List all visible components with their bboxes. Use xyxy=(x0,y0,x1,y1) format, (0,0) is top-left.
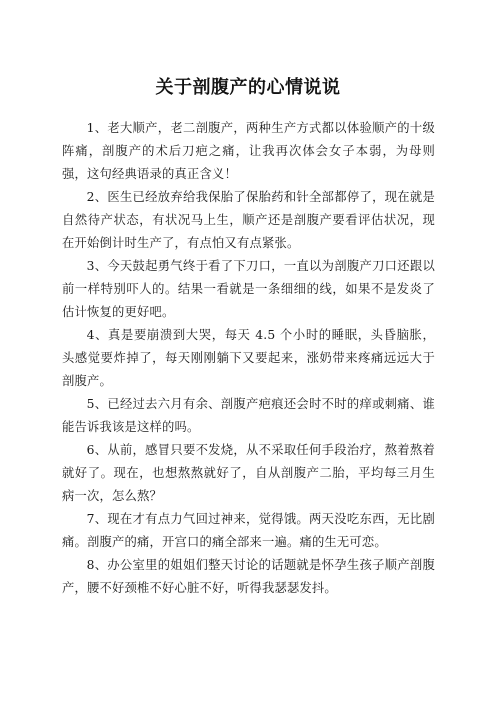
paragraph-8: 8、办公室里的姐姐们整天讨论的话题就是怀孕生孩子顺产剖腹产，腰不好颈椎不好心脏不好，听得我瑟瑟发抖。 xyxy=(62,558,435,595)
document-title: 关于剖腹产的心情说说 xyxy=(155,77,341,98)
paragraph-3: 3、今天鼓起勇气终于看了下刀口，一直以为剖腹产刀口还跟以前一样特别吓人的。结果一看就是一条细细的线，如果不是发炎了估计恢复的更好吧。 xyxy=(62,259,435,319)
paragraph-5: 5、已经过去六月有余、剖腹产疤痕还会时不时的痒或刺痛、谁能告诉我该是这样的吗。 xyxy=(62,397,435,434)
paragraph-2: 2、医生已经放弃给我保胎了保胎药和针全部都停了，现在就是自然待产状态，有状况马上生，顺产还是剖腹产要看评估状况，现在开始倒计时生产了，有点怕又有点紧张。 xyxy=(62,190,435,250)
paragraph-4: 4、真是要崩溃到大哭，每天 4.5 个小时的睡眠，头昏脑胀，头感觉要炸掉了，每天刚刚躺下又要起来，涨奶带来疼痛远远大于剖腹产。 xyxy=(62,328,435,388)
paragraph-7: 7、现在才有点力气回过神来，觉得饿。两天没吃东西，无比剧痛。剖腹产的痛，开宫口的痛全部来一遍。痛的生无可恋。 xyxy=(62,512,435,549)
paragraph-6: 6、从前，感冒只要不发烧，从不采取任何手段治疗，熬着熬着就好了。现在，也想熬熬就好了，自从剖腹产二胎，平均每三月生病一次，怎么熬？ xyxy=(62,443,435,503)
paragraph-1: 1、老大顺产，老二剖腹产，两种生产方式都以体验顺产的十级阵痛，剖腹产的术后刀疤之痛，让我再次体会女子本弱，为母则强，这句经典语录的真正含义！ xyxy=(62,121,435,181)
document-body xyxy=(62,117,435,600)
